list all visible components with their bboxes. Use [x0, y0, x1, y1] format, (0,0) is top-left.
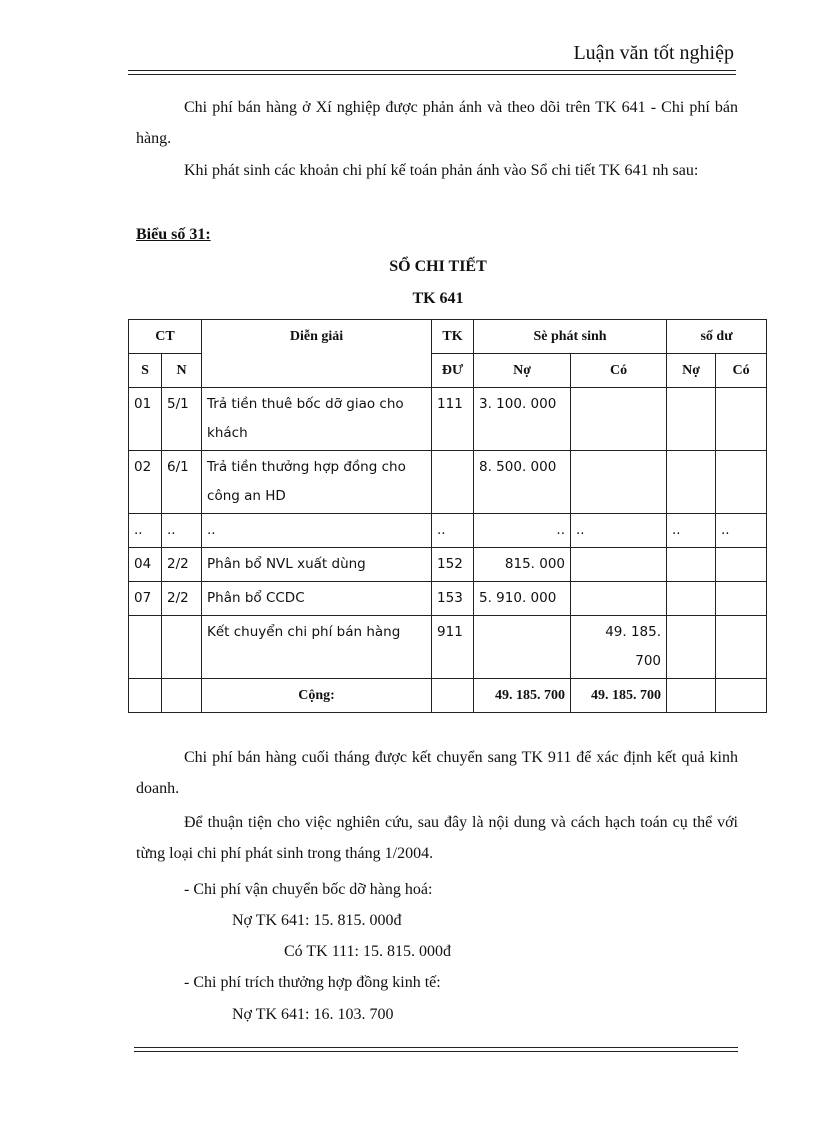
- total-label: Cộng:: [202, 679, 432, 713]
- table-row: 07 2/2 Phân bổ CCDC 153 5. 910. 000: [129, 582, 767, 616]
- ledger-title: SỔ CHI TIẾT: [389, 258, 487, 275]
- document-title: Luận văn tốt nghiệp: [573, 42, 734, 64]
- header-so-du: số dư: [667, 320, 767, 354]
- figure-label: Biểu số 31:: [136, 226, 211, 243]
- table-header-row-1: [129, 320, 767, 354]
- item-2: - Chi phí trích thưởng hợp đồng kinh tế:: [184, 974, 441, 991]
- table-row: 01 5/1 Trả tiền thuê bốc dỡ giao cho khách 111 3. 100. 000: [129, 388, 767, 451]
- table-row: .. .. .. .. .. .. .. ..: [129, 514, 767, 548]
- body-paragraph-1: Chi phí bán hàng cuối tháng được kết chuyển sang TK 911 để xác định kết quả kinh doanh.: [136, 749, 738, 797]
- item-1: - Chi phí vận chuyển bốc dỡ hàng hoá:: [184, 881, 433, 898]
- entry-1-credit: Có TK 111: 15. 815. 000đ: [284, 943, 451, 960]
- body-paragraph-2: Để thuận tiện cho việc nghiên cứu, sau đây là nội dung và cách hạch toán cụ thể với từng loại chi phí phát sinh trong tháng 1/2004.: [136, 814, 738, 862]
- footer-rule-bottom: [134, 1051, 738, 1052]
- header-so-phat-sinh: Sè phát sinh: [474, 320, 667, 354]
- header-du-co: Có: [716, 354, 767, 388]
- ledger-table: [128, 319, 767, 713]
- table-total-row: [129, 679, 767, 713]
- entry-2-debit: Nợ TK 641: 16. 103. 700: [232, 1006, 394, 1023]
- header-du-no: Nợ: [667, 354, 716, 388]
- ledger-subtitle: TK 641: [412, 290, 464, 307]
- table-row: 04 2/2 Phân bổ NVL xuất dùng 152 815. 000: [129, 548, 767, 582]
- header-no: Nợ: [474, 354, 571, 388]
- header-tk: TK: [432, 320, 474, 354]
- entry-1-debit: Nợ TK 641: 15. 815. 000đ: [232, 912, 402, 929]
- header-rule-top: [128, 70, 736, 71]
- header-s: S: [129, 354, 162, 388]
- table-row: Kết chuyển chi phí bán hàng 911 49. 185. 700: [129, 616, 767, 679]
- header-rule-bottom: [128, 74, 736, 75]
- footer-rule-top: [134, 1047, 738, 1048]
- total-no: 49. 185. 700: [474, 679, 571, 713]
- intro-paragraph-1: Chi phí bán hàng ở Xí nghiệp được phản ánh và theo dõi trên TK 641 - Chi phí bán hàng.: [136, 99, 738, 147]
- header-dien-giai: Diễn giải: [202, 320, 432, 388]
- total-co: 49. 185. 700: [571, 679, 667, 713]
- header-ct: CT: [129, 320, 202, 354]
- header-n: N: [162, 354, 202, 388]
- header-du: ĐƯ: [432, 354, 474, 388]
- header-co: Có: [571, 354, 667, 388]
- table-row: 02 6/1 Trả tiền thưởng hợp đồng cho công an HD 8. 500. 000: [129, 451, 767, 514]
- intro-paragraph-2: Khi phát sinh các khoản chi phí kế toán phản ánh vào Sổ chi tiết TK 641 nh sau:: [184, 162, 699, 179]
